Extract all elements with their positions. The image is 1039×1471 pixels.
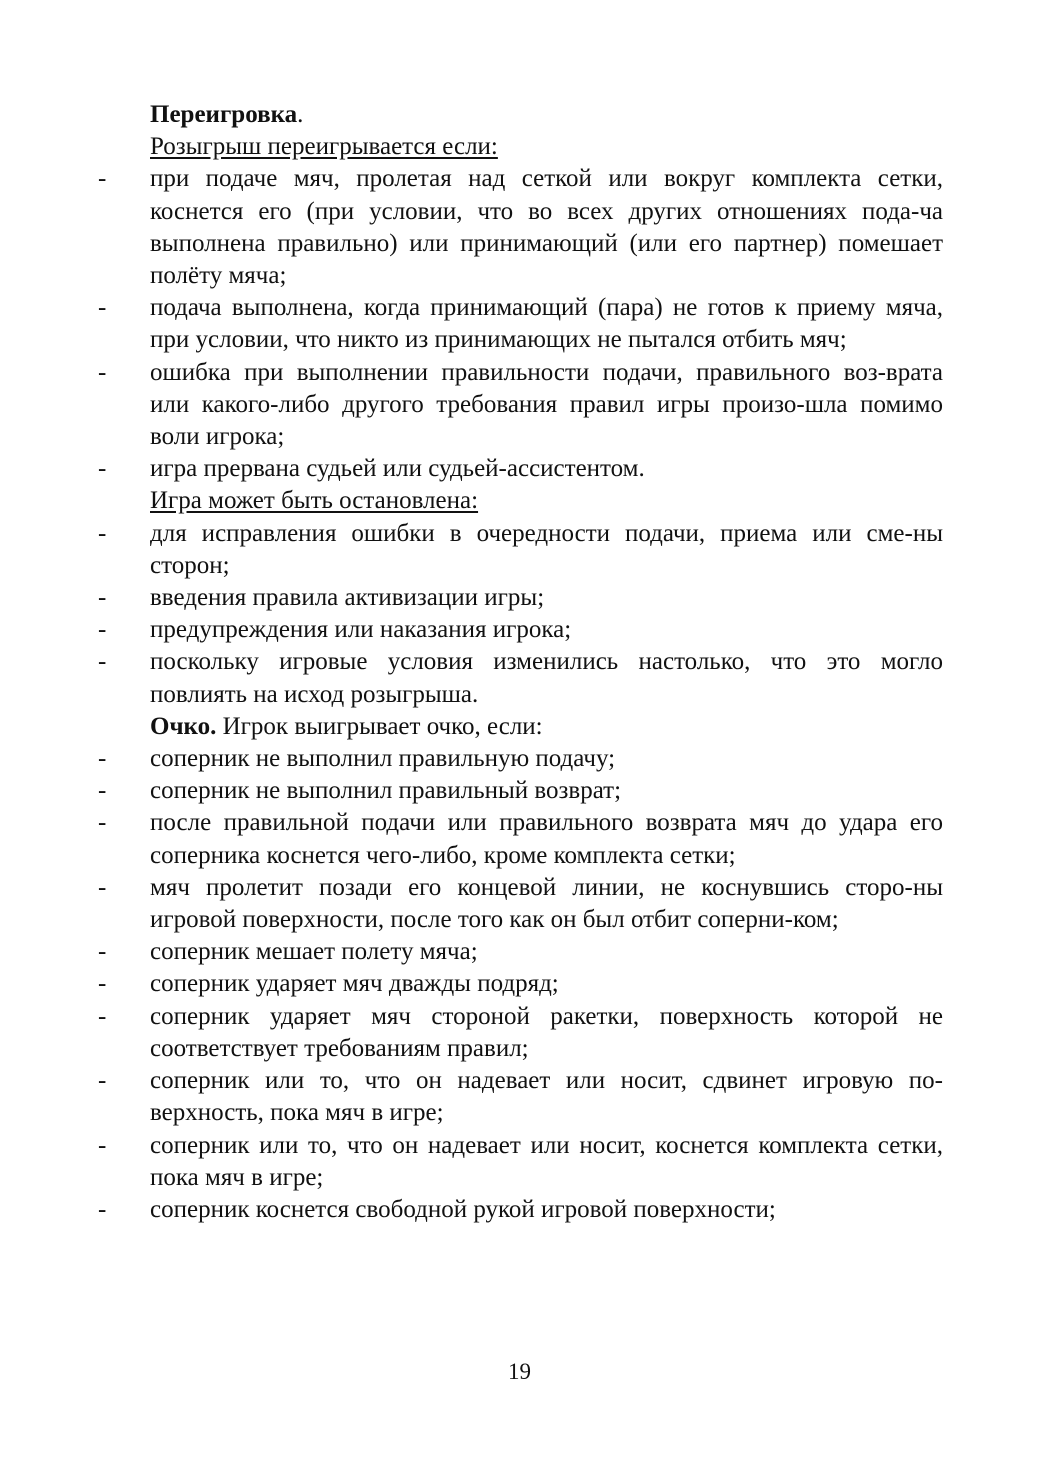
list-item-text: после правильной подачи или правильного возврата мяч до удара его соперника коснется чего-либо, кроме комплекта сетки; [150, 809, 943, 869]
bullet-dash: - [98, 519, 107, 547]
list-item-text: для исправления ошибки в очередности подачи, приема или сме-ны сторон; [150, 519, 943, 579]
list-item-text: соперник мешает полету мяча; [150, 938, 478, 966]
list-item-text: предупреждения или наказания игрока; [150, 616, 572, 644]
list-item-text: соперник не выполнил правильную подачу; [150, 745, 616, 773]
list-item-text: поскольку игровые условия изменились настолько, что это могло повлиять на исход розыгрыша. [150, 648, 943, 708]
subheading-game-stop [98, 485, 943, 517]
bullet-dash: - [98, 616, 107, 644]
list-item-text: игра прервана судьей или судьей-ассистентом. [150, 455, 645, 483]
bullet-dash: - [98, 1131, 107, 1159]
list-item-text: соперник ударяет мяч стороной ракетки, поверхность которой не соответствует требованиям правил; [150, 1002, 943, 1062]
list-item-text: подача выполнена, когда принимающий (пара) не готов к приему мяча, при условии, что никто из принимающих не пытался отбить мяч; [150, 294, 943, 354]
bullet-dash: - [98, 1002, 107, 1030]
list-item [98, 743, 943, 775]
list-item-text: мяч пролетит позади его концевой линии, не коснувшись сторо-ны игровой поверхности, после того как он был отбит соперни-ком; [150, 873, 943, 934]
list-item [98, 582, 943, 614]
list-item [98, 1001, 943, 1065]
bullet-dash: - [98, 294, 107, 322]
bullet-dash: - [98, 809, 107, 837]
subheading-replay-conditions [98, 131, 943, 163]
list-item-text: соперник не выполнил правильный возврат; [150, 777, 622, 805]
page-number: 19 [508, 1359, 531, 1384]
bullet-dash: - [98, 648, 107, 676]
bullet-dash: - [98, 970, 107, 998]
list-item [98, 1065, 943, 1129]
list-item-text: введения правила активизации игры; [150, 584, 545, 612]
bullet-dash: - [98, 584, 107, 612]
bullet-dash: - [98, 165, 107, 193]
list-item [98, 357, 943, 454]
heading-suffix: . [297, 101, 304, 128]
list-item [98, 518, 943, 582]
subheading-text: Розыгрыш переигрывается если: [150, 133, 498, 161]
section-heading-replay [98, 99, 943, 131]
list-item [98, 807, 943, 871]
bullet-dash: - [98, 1067, 107, 1095]
bullet-dash: - [98, 777, 107, 805]
section-heading-point [98, 711, 943, 743]
list-item [98, 163, 943, 292]
bullet-dash: - [98, 455, 107, 483]
list-item [98, 872, 943, 936]
bullet-dash: - [98, 1195, 107, 1223]
list-item-text: соперник ударяет мяч дважды подряд; [150, 970, 559, 998]
list-item-text: соперник или то, что он надевает или носит, коснется комплекта сетки, пока мяч в игре; [150, 1131, 943, 1191]
list-item [98, 775, 943, 807]
bullet-dash: - [98, 938, 107, 966]
list-item [98, 968, 943, 1000]
list-item-text: при подаче мяч, пролетая над сеткой или вокруг комплекта сетки, коснется его (при условии, что во всех других отношениях пода-ча выполнена правильно) или принимающий (или его партнер) помешает полёту мяча; [150, 165, 943, 290]
page-content [98, 99, 943, 1226]
heading-suffix: Игрок выигрывает очко, если: [216, 712, 543, 740]
list-item-text: ошибка при выполнении правильности подачи, правильного воз-врата или какого-либо другого требования правил игры произо-шла помимо воли игрока; [150, 358, 943, 451]
list-item [98, 1130, 943, 1194]
list-item [98, 453, 943, 485]
list-item-text: соперник коснется свободной рукой игровой поверхности; [150, 1195, 776, 1223]
heading-bold: Переигровка [150, 101, 298, 128]
list-item [98, 1194, 943, 1226]
list-item [98, 614, 943, 646]
bullet-dash: - [98, 873, 107, 901]
list-item [98, 936, 943, 968]
heading-bold: Очко. [150, 712, 217, 740]
bullet-dash: - [98, 745, 107, 773]
subheading-text: Игра может быть остановлена: [150, 487, 479, 515]
bullet-dash: - [98, 358, 107, 386]
list-item [98, 646, 943, 710]
list-item [98, 292, 943, 356]
list-item-text: соперник или то, что он надевает или носит, сдвинет игровую по-верхность, пока мяч в игре; [150, 1067, 943, 1127]
